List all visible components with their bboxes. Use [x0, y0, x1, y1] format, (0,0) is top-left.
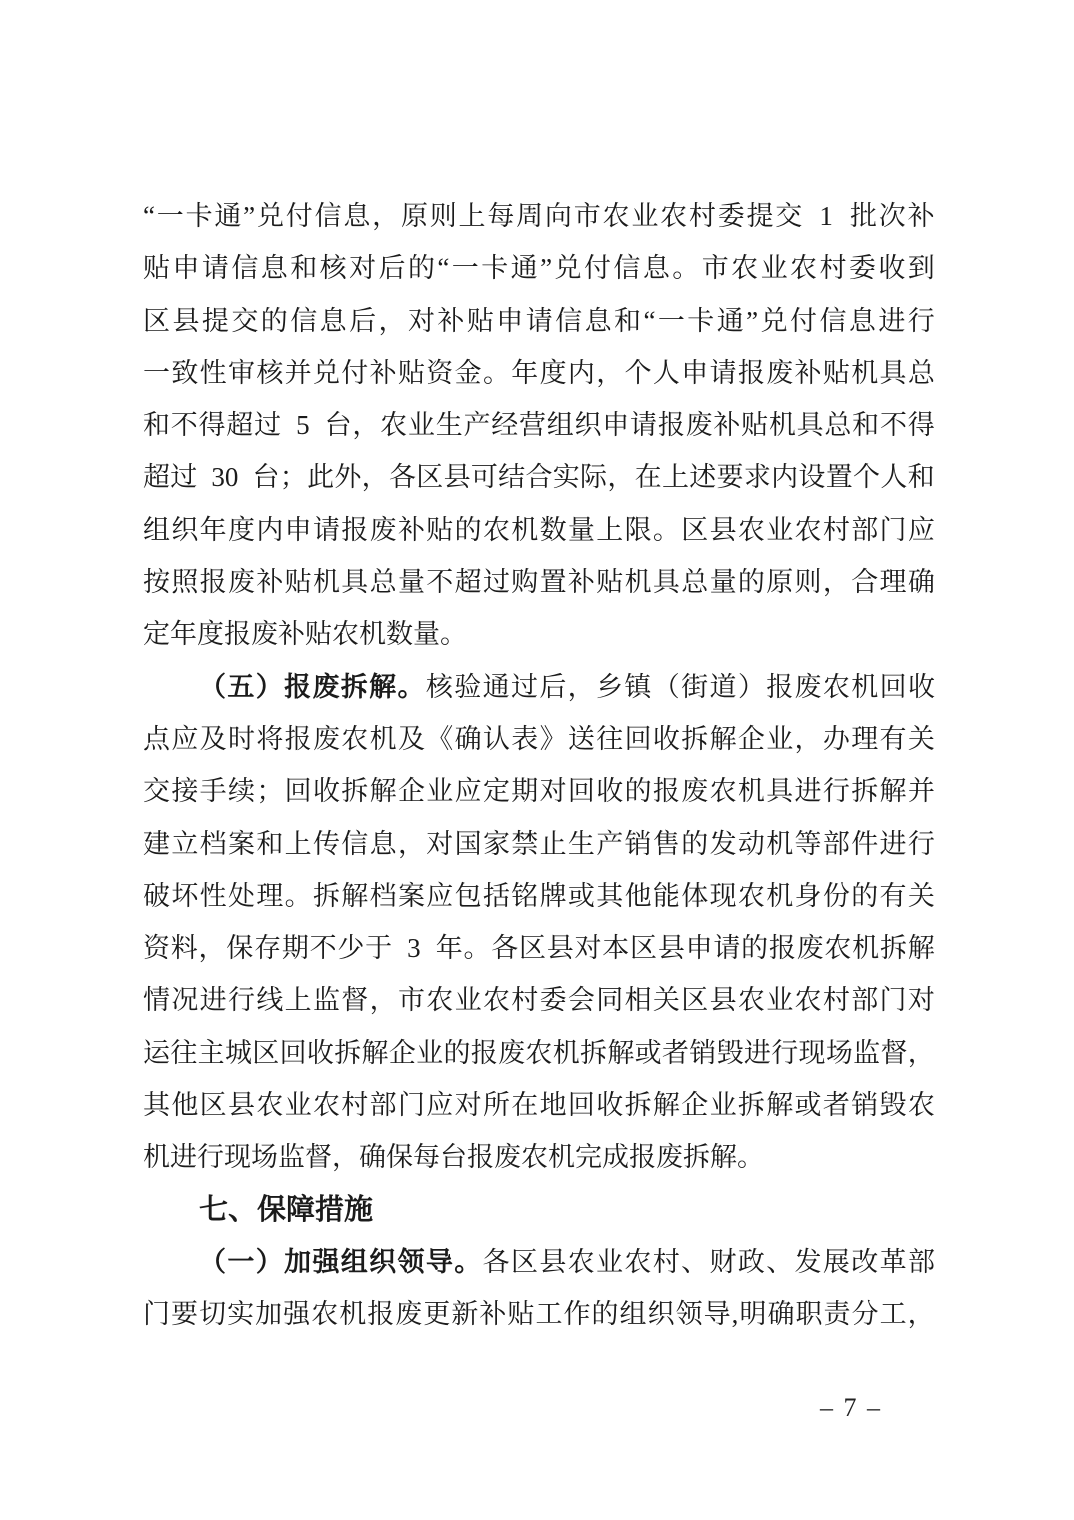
text-line: 点 应 及 时 将 报 废 农 机 及 《 确 认 表 》 送 往 回 收 拆 解 企 业 ， 办 理 有 关	[143, 723, 935, 754]
text-line: （ 一 ） 加 强 组 织 领 导 。 各 区 县 农 业 农 村 、 财 政 、 发 展 改 革 部	[199, 1246, 935, 1277]
text-line: 贴 申 请 信 息 和 核 对 后 的 “ 一 卡 通 ” 兑 付 信 息 。 市 农 业 农 村 委 收 到	[143, 253, 935, 284]
text-line: 超 过 30 台 ； 此 外 ， 各 区 县 可 结 合 实 际 ， 在 上 述 要 求 内 设 置 个 人 和	[143, 462, 935, 493]
text-line: 交 接 手 续 ； 回 收 拆 解 企 业 应 定 期 对 回 收 的 报 废 农 机 具 进 行 拆 解 并	[143, 776, 935, 807]
page-number: – 7 –	[820, 1393, 882, 1422]
text-line: 按 照 报 废 补 贴 机 具 总 量 不 超 过 购 置 补 贴 机 具 总 量 的 原 则 ， 合 理 确	[143, 567, 935, 598]
text-line: 情 况 进 行 线 上 监 督 ， 市 农 业 农 村 委 会 同 相 关 区 县 农 业 农 村 部 门 对	[143, 985, 935, 1016]
text-line: “ 一 卡 通 ” 兑 付 信 息 ， 原 则 上 每 周 向 市 农 业 农 村 委 提 交 1 批 次 补	[143, 201, 935, 231]
document-body	[143, 190, 935, 1341]
text-line: 建 立 档 案 和 上 传 信 息 ， 对 国 家 禁 止 生 产 销 售 的 发 动 机 等 部 件 进 行	[143, 828, 935, 859]
section-heading: 七、保障措施	[199, 1193, 374, 1226]
text-line: 和 不 得 超 过 5 台 ， 农 业 生 产 经 营 组 织 申 请 报 废 补 贴 机 具 总 和 不 得	[143, 410, 935, 441]
text-line: 组 织 年 度 内 申 请 报 废 补 贴 的 农 机 数 量 上 限 。 区 县 农 业 农 村 部 门 应	[143, 514, 935, 545]
text-line: 运 往 主 城 区 回 收 拆 解 企 业 的 报 废 农 机 拆 解 或 者 销 毁 进 行 现 场 监 督 ，	[143, 1037, 935, 1068]
text-line: 定年度报废补贴农机数量。	[143, 619, 467, 650]
text-line: 机进行现场监督，确保每台报废农机完成报废拆解。	[143, 1142, 764, 1173]
text-line: （ 五 ） 报 废 拆 解 。 核 验 通 过 后 ， 乡 镇 （ 街 道 ） 报 废 农 机 回 收	[199, 671, 935, 702]
text-line: 其 他 区 县 农 业 农 村 部 门 应 对 所 在 地 回 收 拆 解 企 业 拆 解 或 者 销 毁 农	[143, 1090, 935, 1121]
text-line: 区 县 提 交 的 信 息 后 ， 对 补 贴 申 请 信 息 和 “ 一 卡 通 ” 兑 付 信 息 进 行	[143, 305, 935, 336]
text-line: 资 料 ， 保 存 期 不 少 于 3 年 。 各 区 县 对 本 区 县 申 请 的 报 废 农 机 拆 解	[143, 933, 935, 964]
text-line: 破 坏 性 处 理 。 拆 解 档 案 应 包 括 铭 牌 或 其 他 能 体 现 农 机 身 份 的 有 关	[143, 880, 935, 911]
text-line: 门 要 切 实 加 强 农 机 报 废 更 新 补 贴 工 作 的 组 织 领 导 , 明 确 职 责 分 工 ，	[143, 1299, 935, 1330]
text-line: 一 致 性 审 核 并 兑 付 补 贴 资 金 。 年 度 内 ， 个 人 申 请 报 废 补 贴 机 具 总	[143, 357, 935, 388]
